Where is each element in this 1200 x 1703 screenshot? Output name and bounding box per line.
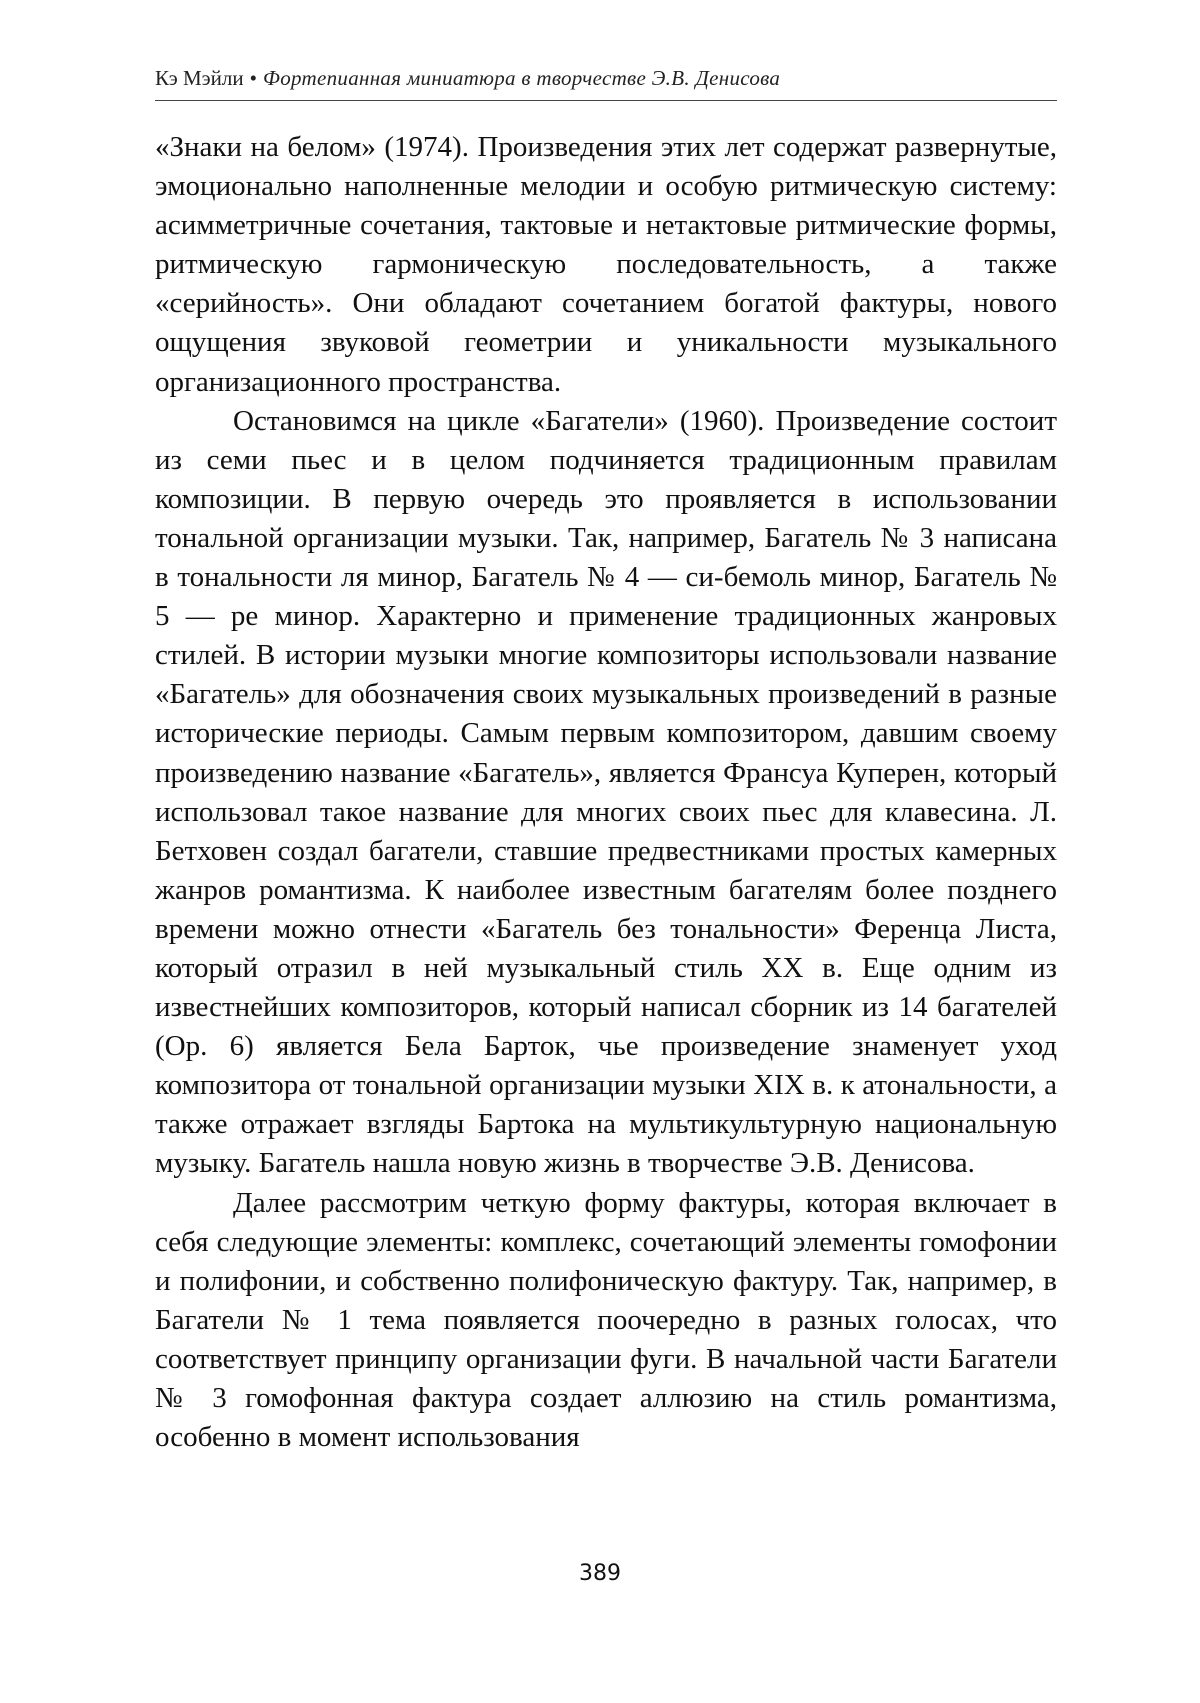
paragraph-1: «Знаки на белом» (1974). Произведения этих лет содержат развернутые, эмоционально наполненные мелодии и особую ритмическую систему: асимметричные сочетания, тактовые и нетактовые ритмические формы, ритмическую гармоническую последовательность, а также «серийность». Они обладают сочетанием богатой фактуры, нового ощущения звуковой геометрии и уникальности музыкального организационного пространства. — [155, 128, 1057, 402]
header-author: Кэ Мэйли — [155, 66, 244, 90]
header-title: Фортепианная миниатюра в творчестве Э.В. Денисова — [263, 66, 780, 90]
running-header — [155, 66, 1057, 91]
body-text — [155, 128, 1057, 1457]
paragraph-2: Остановимся на цикле «Багатели» (1960). Произведение состоит из семи пьес и в целом подчиняется традиционным правилам композиции. В первую очередь это проявляется в использовании тональной организации музыки. Так, например, Багатель № 3 написана в тональности ля минор, Багатель № 4 — си-бемоль минор, Багатель № 5 — ре минор. Характерно и применение традиционных жанровых стилей. В истории музыки многие композиторы использовали название «Багатель» для обозначения своих музыкальных произведений в разные исторические периоды. Самым первым композитором, давшим своему произведению название «Багатель», является Франсуа Куперен, который использовал такое название для многих своих пьес для клавесина. Л. Бетховен создал багатели, ставшие предвестниками простых камерных жанров романтизма. К наиболее известным багателям более позднего времени можно отнести «Багатель без тональности» Ференца Листа, который отразил в ней музыкальный стиль XX в. Еще одним из известнейших композиторов, который написал сборник из 14 багателей (Op. 6) является Бела Барток, чье произведение знаменует уход композитора от тональной организации музыки XIX в. к атональности, а также отражает взгляды Бартока на мультикультурную национальную музыку. Багатель нашла новую жизнь в творчестве Э.В. Денисова. — [155, 402, 1057, 1184]
page — [0, 0, 1200, 1703]
paragraph-3: Далее рассмотрим четкую форму фактуры, которая включает в себя следующие элементы: комплекс, сочетающий элементы гомофонии и полифонии, и собственно полифоническую фактуру. Так, например, в Багатели № 1 тема появляется поочередно в разных голосах, что соответствует принципу организации фуги. В начальной части Багатели № 3 гомофонная фактура создает аллюзию на стиль романтизма, особенно в момент использования — [155, 1184, 1057, 1458]
header-rule — [155, 100, 1057, 101]
page-number: 389 — [0, 1561, 1200, 1586]
header-separator: • — [250, 66, 257, 90]
